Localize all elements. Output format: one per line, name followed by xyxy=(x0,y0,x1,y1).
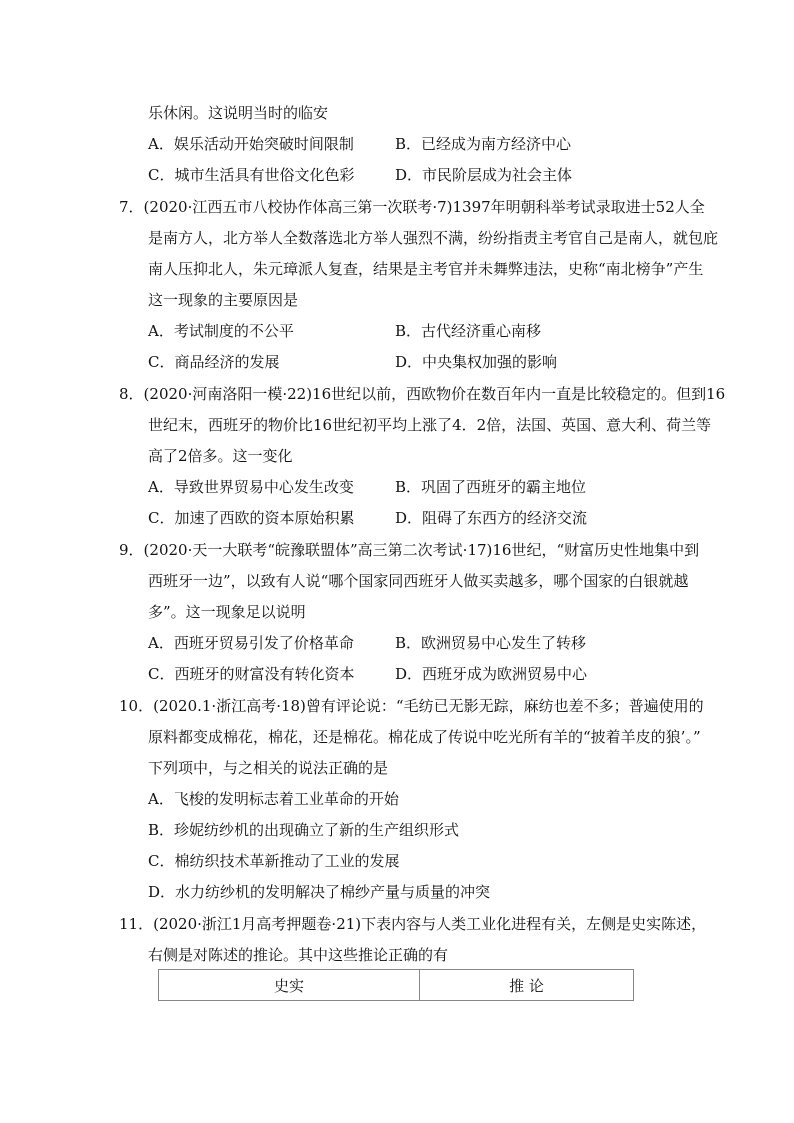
q7-stem-line-2: 是南方人，北方举人全数落选北方举人强烈不满，纷纷指责主考官自己是南人，就包庇 xyxy=(148,229,719,247)
q9-stem-line-3: 多”。这一现象足以说明 xyxy=(148,603,306,621)
q9-option-a: A．西班牙贸易引发了价格革命 xyxy=(148,634,354,652)
q6-option-b: B．已经成为南方经济中心 xyxy=(395,135,572,153)
q9-option-d: D．西班牙成为欧洲贸易中心 xyxy=(395,665,588,683)
q11-table-header-row xyxy=(159,970,634,1001)
q11-stem-line-1: 11．(2020·浙江1月高考押题卷·21)下表内容与人类工业化进程有关，左侧是史实陈述， xyxy=(119,915,707,933)
q6-stem: 乐休闲。这说明当时的临安 xyxy=(148,104,329,122)
q6-option-a: A．娱乐活动开始突破时间限制 xyxy=(148,135,354,153)
q9-option-c: C．西班牙的财富没有转化资本 xyxy=(148,665,355,683)
q9-stem-line-2: 西班牙一边”，以致有人说“哪个国家同西班牙人做买卖越多，哪个国家的白银就越 xyxy=(148,572,689,590)
q9-option-b: B．欧洲贸易中心发生了转移 xyxy=(395,634,587,652)
q8-option-d: D．阻碍了东西方的经济交流 xyxy=(395,509,588,527)
q9-stem-line-1: 9．(2020·天一大联考“皖豫联盟体”高三第二次考试·17)16世纪，“财富历史性地集中到 xyxy=(119,541,700,559)
q8-stem-line-3: 高了2倍多。这一变化 xyxy=(148,447,293,465)
q10-option-d: D．水力纺纱机的发明解决了棉纱产量与质量的冲突 xyxy=(148,883,491,901)
q7-option-d: D．中央集权加强的影响 xyxy=(395,353,558,371)
q11-table-header-facts: 史实 xyxy=(159,970,420,1001)
q7-stem-line-3: 南人压抑北人，朱元璋派人复查，结果是主考官并未舞弊违法，史称“南北榜争”产生 xyxy=(148,260,704,278)
q10-stem-line-3: 下列项中，与之相关的说法正确的是 xyxy=(148,759,389,777)
q11-table-header-inference: 推 论 xyxy=(420,970,634,1001)
q8-stem-line-1: 8．(2020·河南洛阳一模·22)16世纪以前，西欧物价在数百年内一直是比较稳定的。但到16 xyxy=(119,385,726,403)
q7-option-c: C．商品经济的发展 xyxy=(148,353,280,371)
q8-option-c: C．加速了西欧的资本原始积累 xyxy=(148,509,355,527)
q11-table xyxy=(158,969,634,1001)
q8-option-a: A．导致世界贸易中心发生改变 xyxy=(148,478,354,496)
q10-option-c: C．棉纺织技术革新推动了工业的发展 xyxy=(148,852,400,870)
q7-option-b: B．古代经济重心南移 xyxy=(395,322,542,340)
q10-option-a: A．飞梭的发明标志着工业革命的开始 xyxy=(148,790,399,808)
q8-stem-line-2: 世纪末，西班牙的物价比16世纪初平均上涨了4．2倍，法国、英国、意大利、荷兰等 xyxy=(148,416,712,434)
q7-option-a: A．考试制度的不公平 xyxy=(148,322,294,340)
q7-stem-line-1: 7．(2020·江西五市八校协作体高三第一次联考·7)1397年明朝科举考试录取进士52人全 xyxy=(119,198,705,216)
q6-option-c: C．城市生活具有世俗文化色彩 xyxy=(148,166,355,184)
q10-option-b: B．珍妮纺纱机的出现确立了新的生产组织形式 xyxy=(148,821,460,839)
q10-stem-line-1: 10．(2020.1·浙江高考·18)曾有评论说：“毛纺已无影无踪，麻纺也差不多；普遍使用的 xyxy=(119,697,704,715)
q10-stem-line-2: 原料都变成棉花，棉花，还是棉花。棉花成了传说中吃光所有羊的“披着羊皮的狼’。” xyxy=(148,728,701,746)
q11-stem-line-2: 右侧是对陈述的推论。其中这些推论正确的有 xyxy=(148,946,449,964)
q6-option-d: D．市民阶层成为社会主体 xyxy=(395,166,573,184)
q8-option-b: B．巩固了西班牙的霸主地位 xyxy=(395,478,587,496)
q7-stem-line-4: 这一现象的主要原因是 xyxy=(148,291,299,309)
